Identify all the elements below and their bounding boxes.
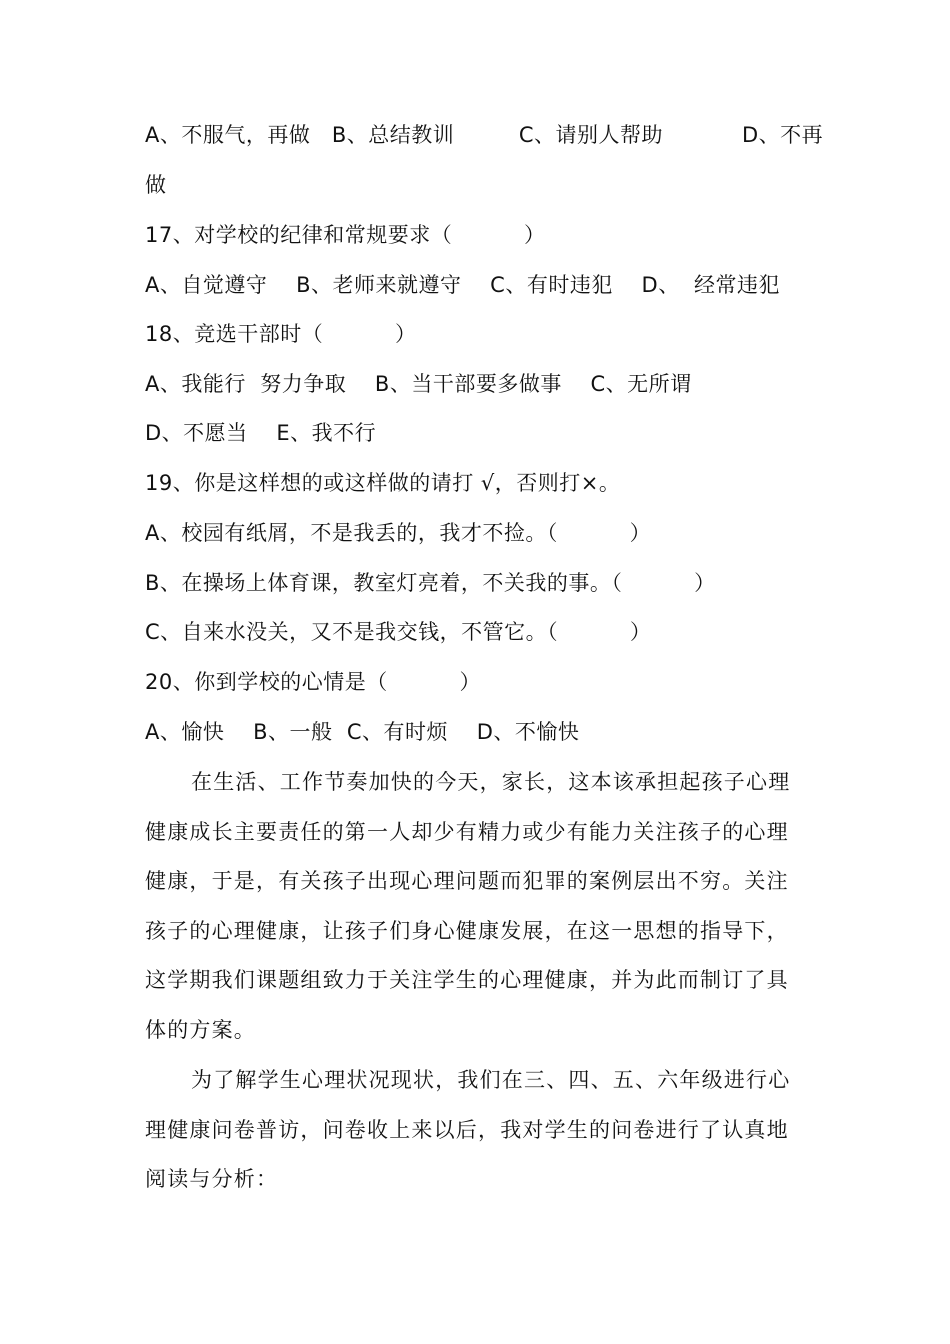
option-line-q17: A、自觉遵守 B、老师来就遵守 C、有时违犯 D、 经常违犯 (145, 273, 781, 297)
body-paragraph-2: 为了解学生心理状况现状，我们在三、四、五、六年级进行心理健康问卷普访，问卷收上来以后，我对学生的问卷进行了认真地阅读与分析： (145, 1068, 791, 1192)
statement-19b: B、在操场上体育课，教室灯亮着，不关我的事。（ ） (145, 571, 716, 595)
body-paragraph-1: 在生活、工作节奏加快的今天，家长，这本该承担起孩子心理健康成长主要责任的第一人却少有精力或少有能力关注孩子的心理健康，于是，有关孩子出现心理问题而犯罪的案例层出不穷。关注孩子的心理健康，让孩子们身心健康发展，在这一思想的指导下，这学期我们课题组致力于关注学生的心理健康，并为此而制订了具体的方案。 (145, 770, 791, 1042)
question-20: 20、你到学校的心情是（ ） (145, 670, 481, 694)
question-19: 19、你是这样想的或这样做的请打 √，否则打×。 (145, 471, 621, 495)
statement-19a: A、校园有纸屑，不是我丢的，我才不捡。（ ） (145, 521, 652, 545)
option-line-q18-2: D、不愿当 E、我不行 (145, 421, 377, 445)
option-line-q16: A、不服气，再做 B、总结教训 C、请别人帮助 D、不再 (145, 123, 824, 147)
question-17: 17、对学校的纪律和常规要求（ ） (145, 223, 546, 247)
option-line-q16-wrap: 做 (145, 173, 167, 197)
statement-19c: C、自来水没关，又不是我交钱，不管它。（ ） (145, 620, 652, 644)
option-line-q18: A、我能行 努力争取 B、当干部要多做事 C、无所谓 (145, 372, 692, 396)
option-line-q20: A、愉快 B、一般 C、有时烦 D、不愉快 (145, 720, 580, 744)
question-18: 18、竞选干部时（ ） (145, 322, 417, 346)
